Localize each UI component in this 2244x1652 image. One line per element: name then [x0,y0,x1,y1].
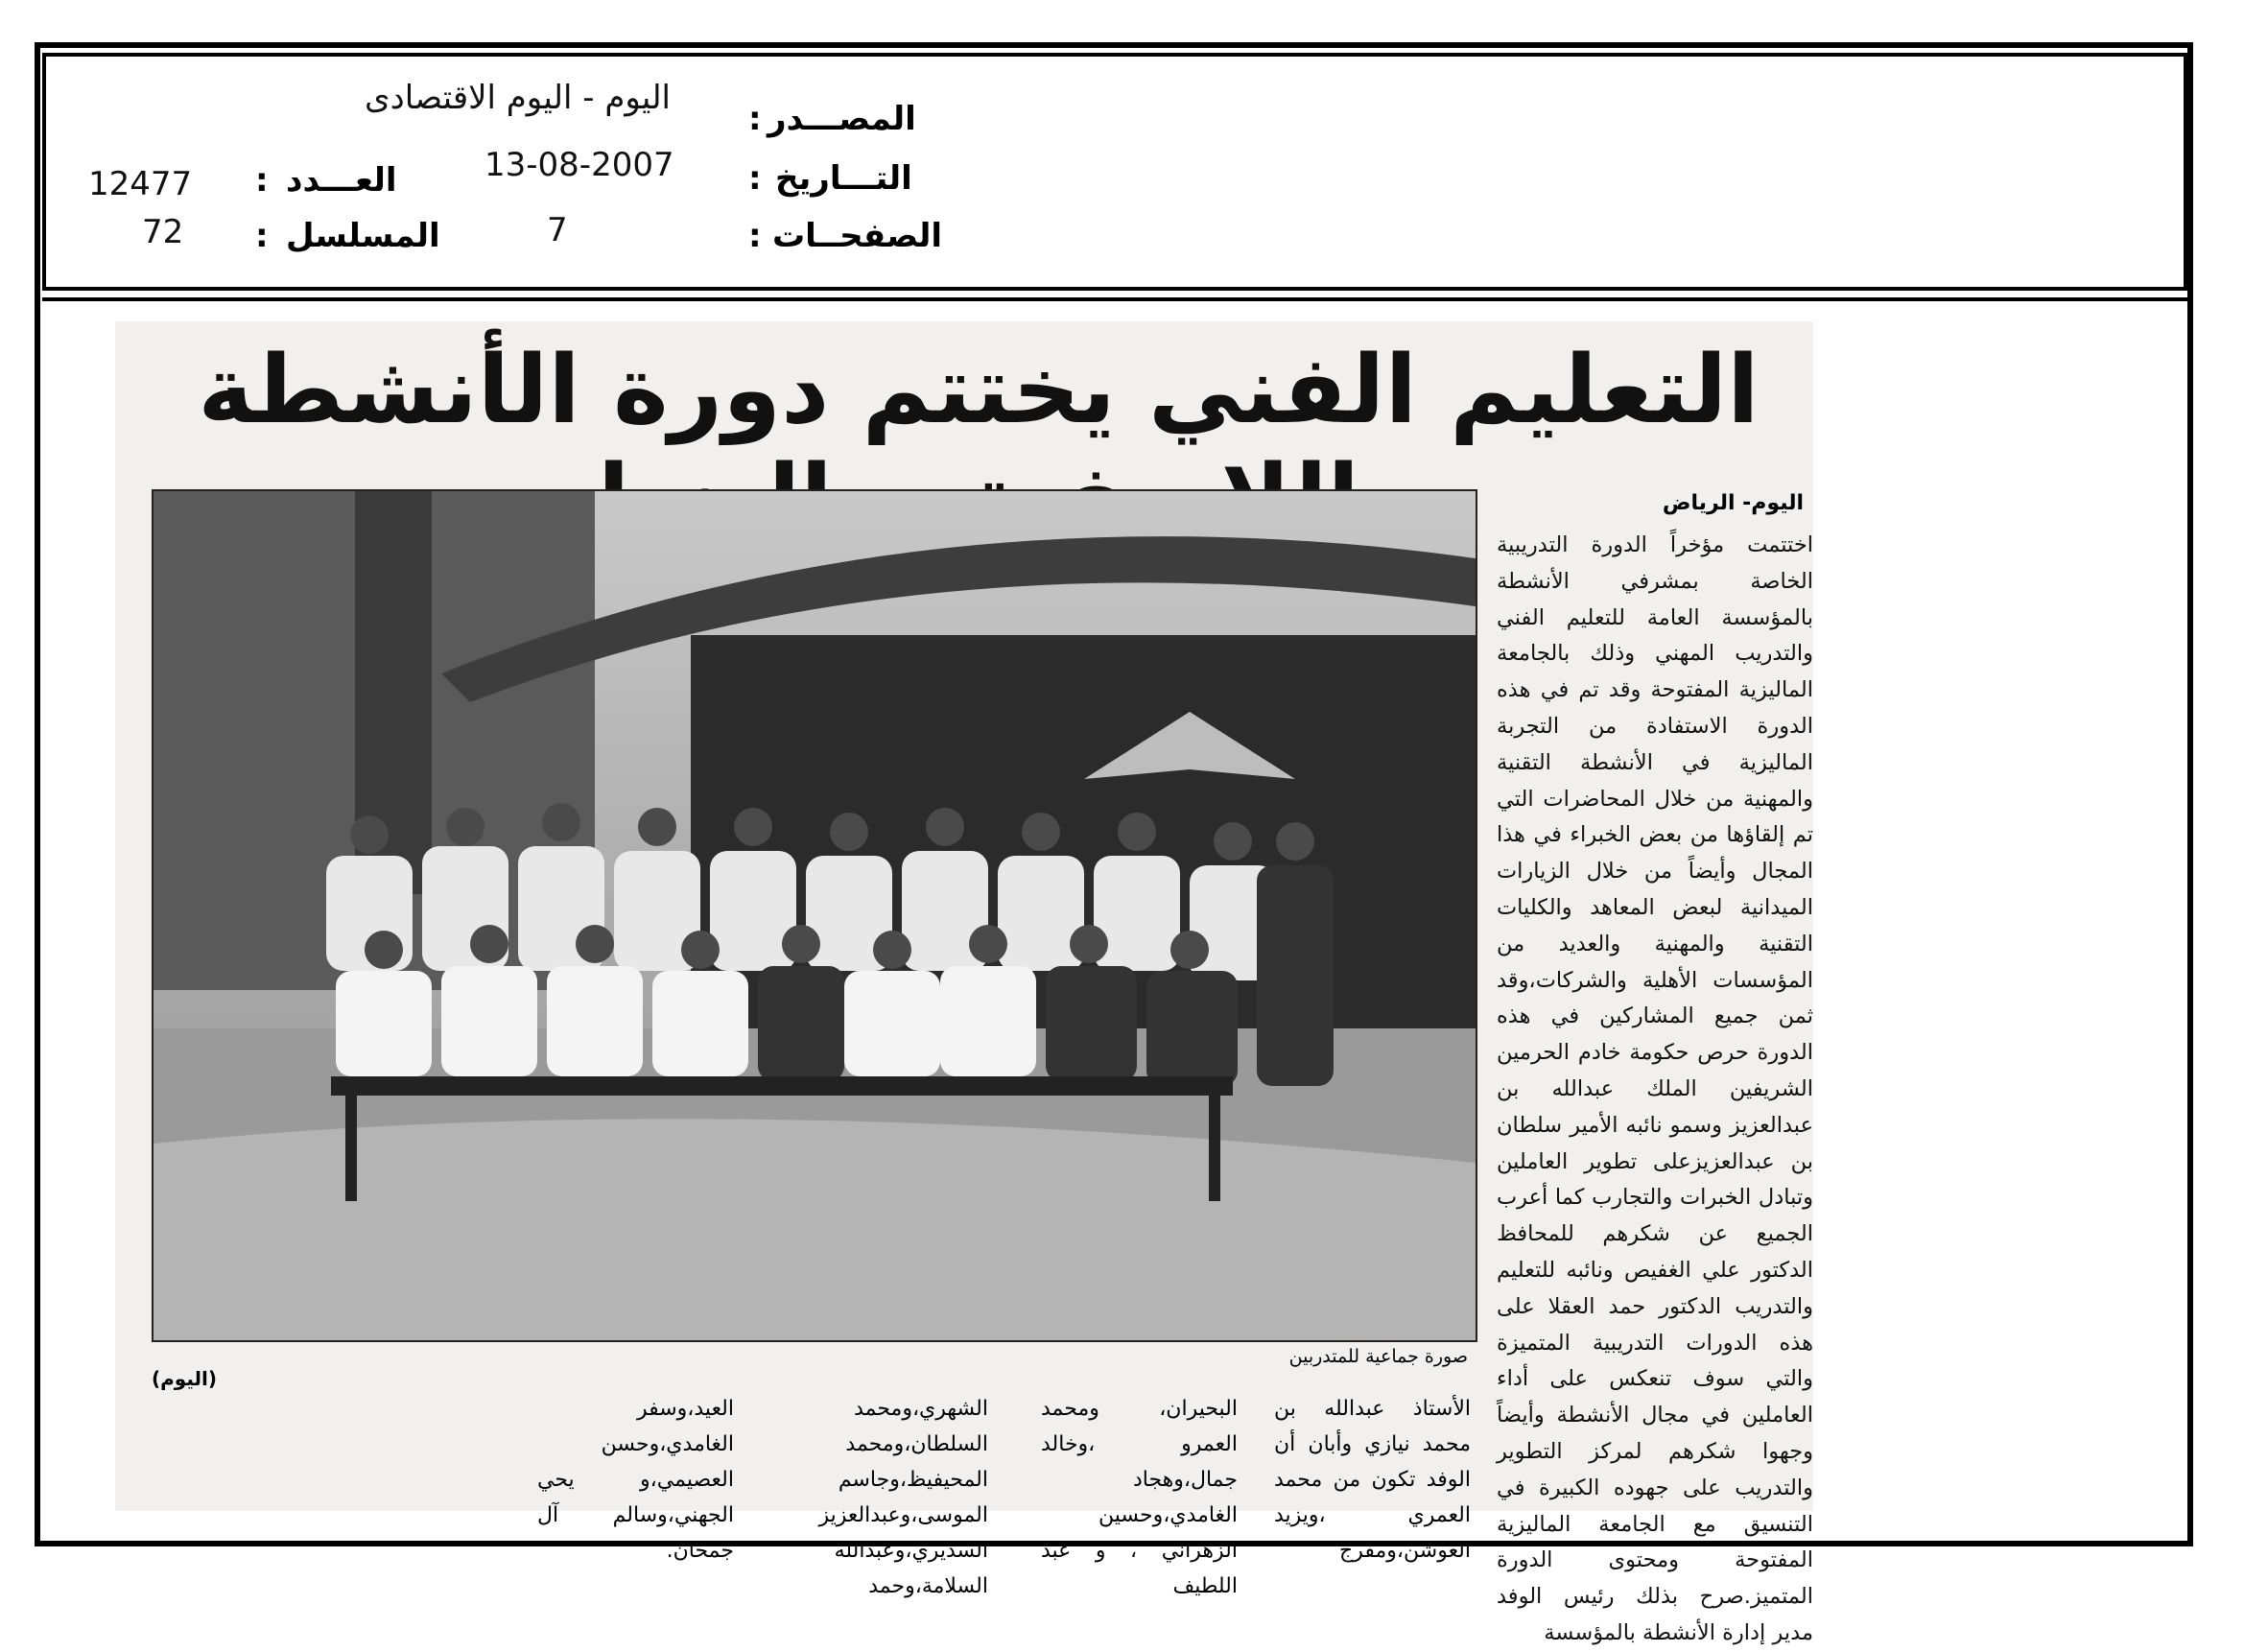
issue-label: العـــدد [286,161,397,200]
source-label: المصـــدر [768,100,916,138]
issue-value: 12477 [88,165,193,203]
serial-value: 72 [142,213,184,251]
names-column-2: البحيران، ومحمد العمرو ،وخالد جمال،وهجاد الغامدي،وحسين الزهراني ، و عبد اللطيف [1041,1397,1238,1598]
names-column-4: العيد،وسفر الغامدي،وحسن العصيمي،و يحي الجهني،وسالم آل جمحان. [537,1397,734,1563]
article-headline: التعليم الفني يختتم دورة الأنشطة [198,336,1760,445]
source-colon: : [748,100,762,138]
source-value: اليوم - اليوم الاقتصادى [365,79,671,117]
names-column-1: الأستاذ عبدالله بن محمد نيازي وأبان أن الوفد تكون من محمد العمري ،ويزيد العوشن،ومفرج [1274,1397,1471,1563]
article-body: اختتمت مؤخراً الدورة التدريبية الخاصة بمشرفي الأنشطة بالمؤسسة العامة للتعليم الفني والتدريب المهني وذلك بالجامعة الماليزية المفتوحة وقد تم في هذه الدورة الاستفادة من التجربة الماليزية في الأنشطة التقنية والمهنية من خلال المحاضرات التي تم إلقاؤها من بعض الخبراء في هذا المجال وأيضاً من خلال الزيارات الميدانية لبعض المعاهد والكليات التقنية والمهنية والعديد من المؤسسات الأهلية والشركات،وقد ثمن جميع المشاركين في هذه الدورة حرص حكومة خادم الحرمين الشريفين الملك عبدالله بن عبدالعزيز وسمو نائبه الأمير سلطان بن عبدالعزيزعلى تطوير العاملين وتبادل الخبرات والتجارب كما أعرب الجميع عن شكرهم للمحافظ الدكتور علي الغفيص ونائبه للتعليم والتدريب الدكتور حمد العقلا على هذه الدورات التدريبية المتميزة والتي سوف تنعكس على أداء العاملين في مجال الأنشطة وأيضاً وجهوا شكرهم لمركز التطوير والتدريب على جهوده الكبيرة في التنسيق مع الجامعة الماليزية المفتوحة ومحتوى الدورة المتميز.صرح بذلك رئيس الوفد مدير إدارة الأنشطة بالمؤسسة [1497,532,1813,1645]
names-column-3: الشهري،ومحمد السلطان،ومحمد المحيفيظ،وجاسم الموسى،وعبدالعزيز السديري،وعبدالله السلامة،وحمد [818,1397,988,1598]
serial-colon: : [255,217,269,255]
serial-label: المسلسل [286,217,440,255]
pages-label: الصفحــات [772,217,943,255]
header-divider [42,297,2187,301]
date-value: 13-08-2007 [484,146,674,184]
pages-value: 7 [547,211,568,249]
group-photo [152,489,1477,1342]
group-photo-image [154,491,1476,1340]
photo-caption: صورة جماعية للمتدربين [1288,1346,1468,1367]
article-byline: اليوم- الرياض [1662,491,1804,515]
photo-credit: (اليوم) [152,1367,218,1390]
date-label: التـــاريخ [775,159,912,198]
issue-colon: : [255,161,269,200]
date-colon: : [748,159,762,198]
pages-colon: : [748,217,762,255]
